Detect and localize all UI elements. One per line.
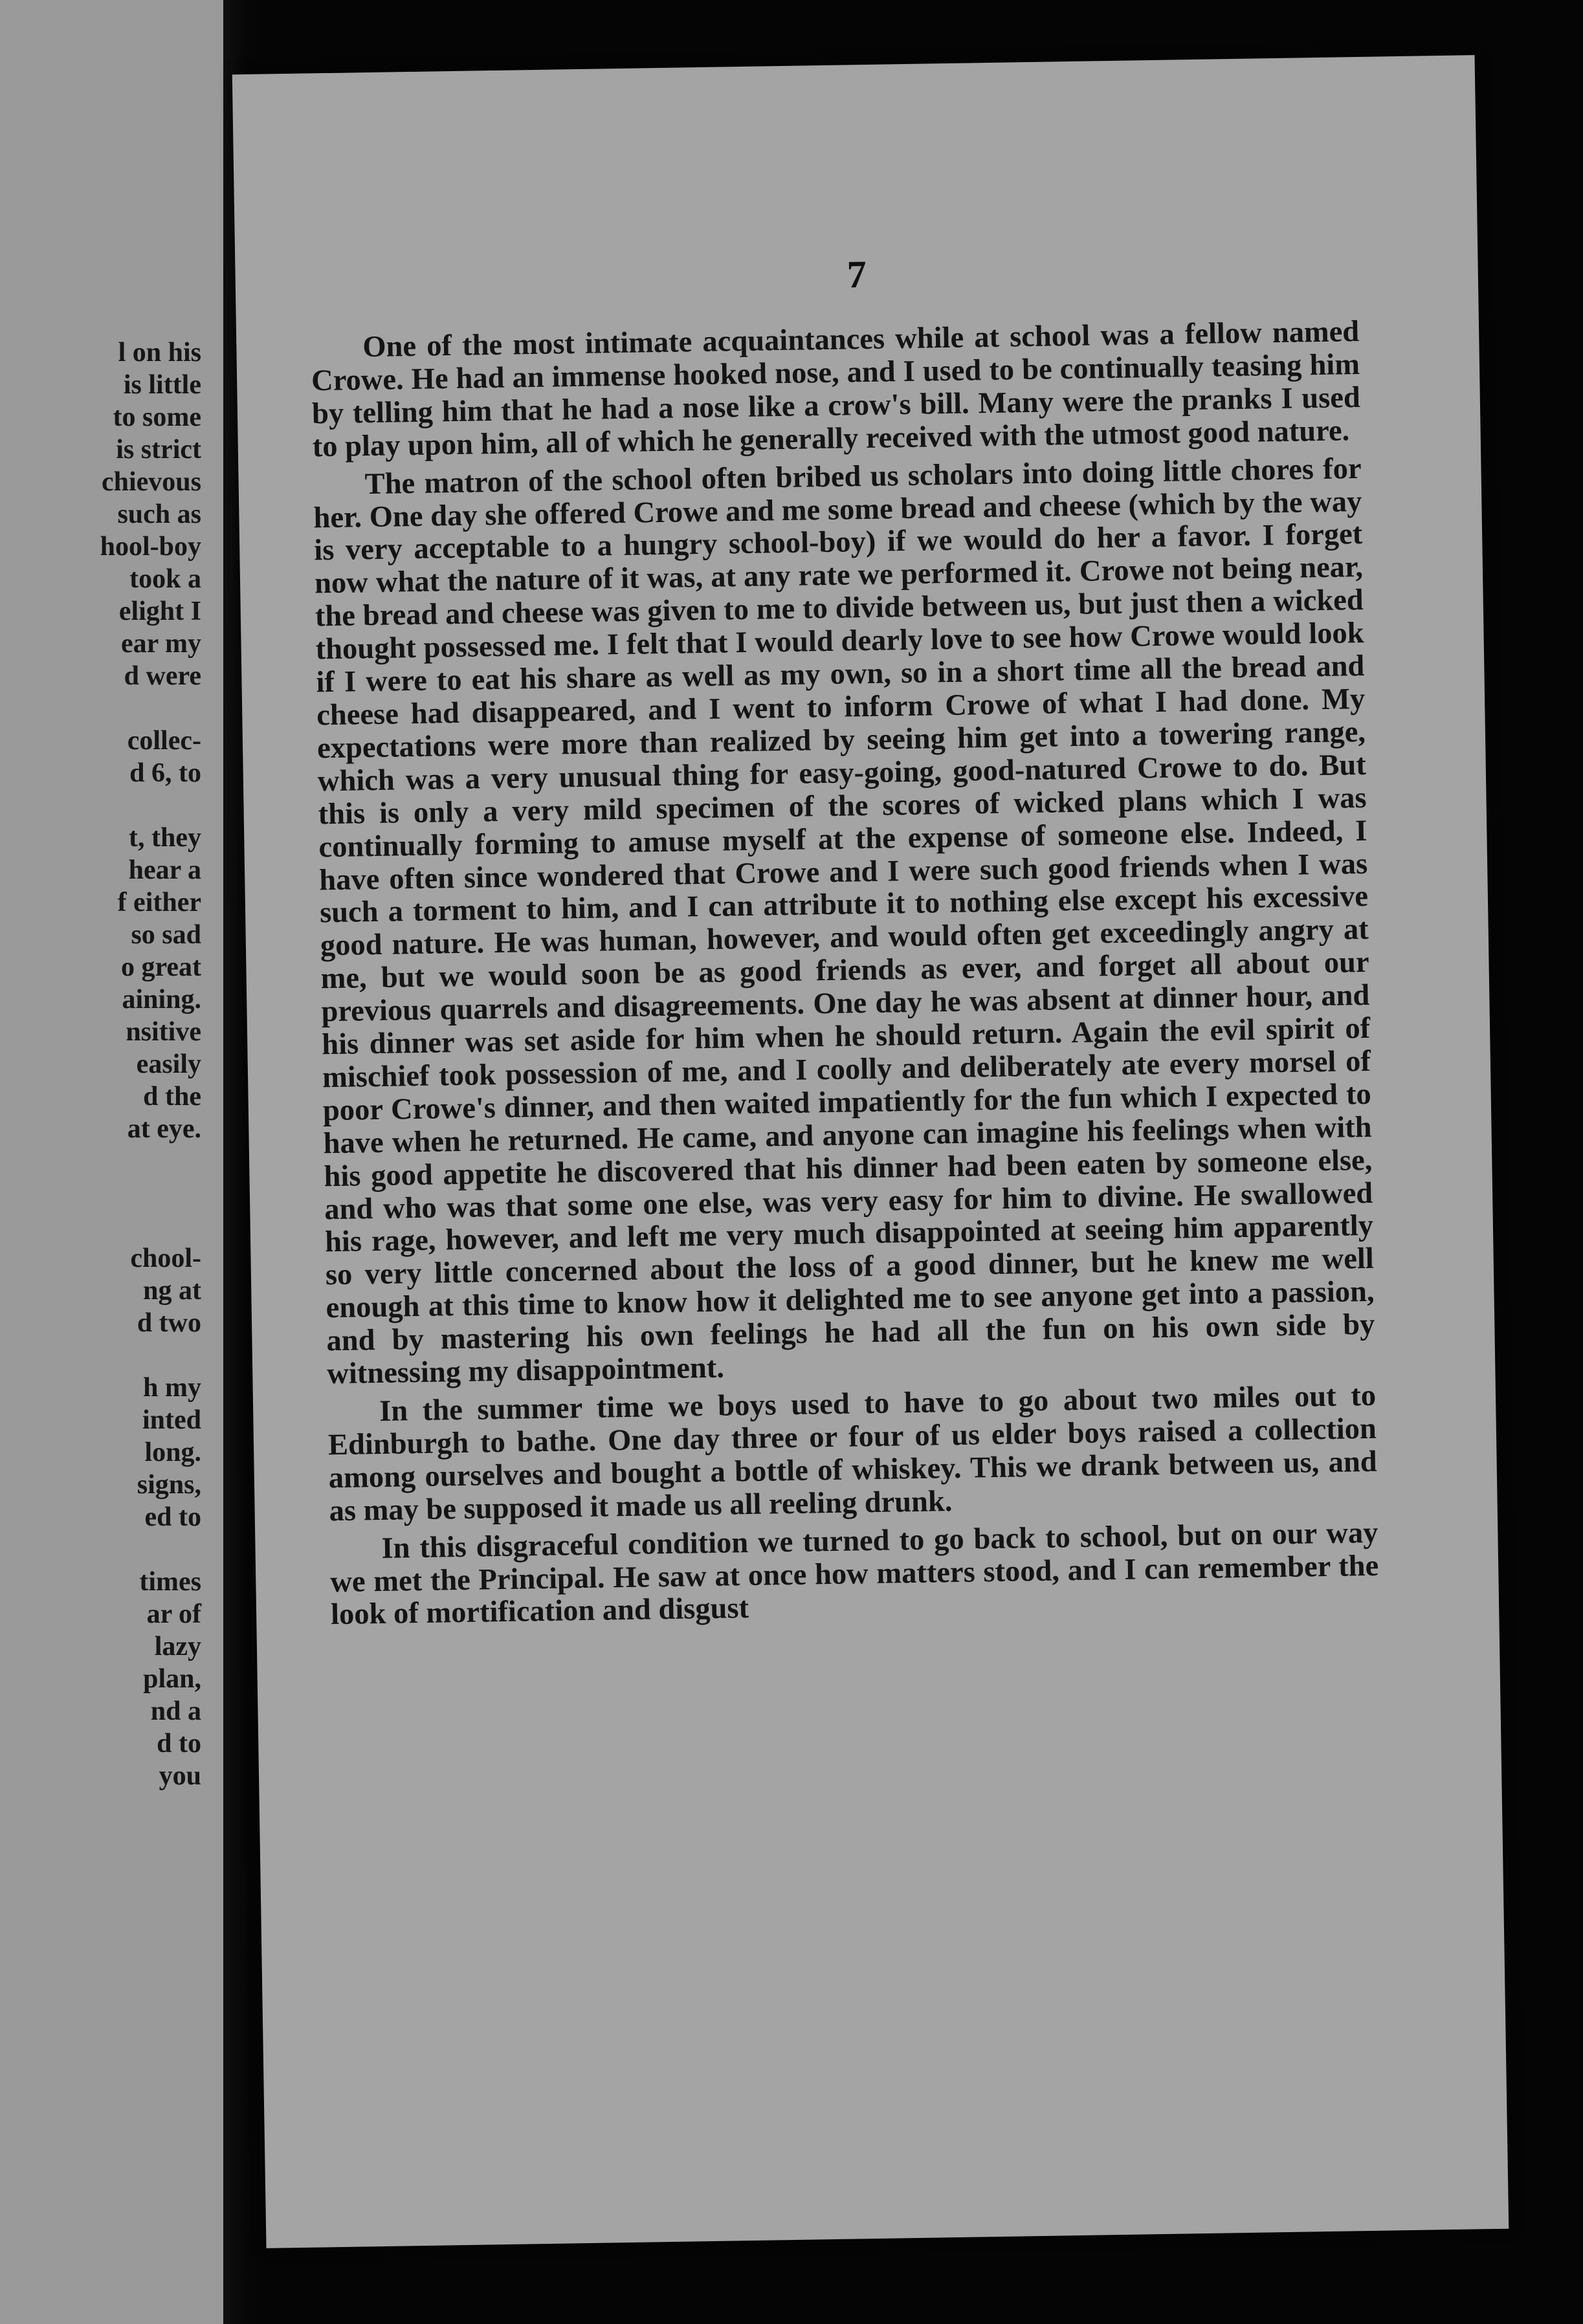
left-page-line-fragment: chievous (101, 467, 201, 497)
page-number: 7 (847, 252, 867, 296)
left-page-line-fragment: ng at (143, 1276, 201, 1306)
left-page-line-fragment: such as (117, 499, 201, 529)
left-page-line-fragment: plan, (143, 1664, 201, 1694)
paragraph: In the summer time we boys used to have to go about two miles out to Edinburgh to bathe. One day three or four of us elder boys raised a collection among ourselves and bought a bottle of whiskey. This we drank between us, and as may be supposed it made us all reeling drunk. (327, 1379, 1378, 1528)
left-page-line-fragment: at eye. (127, 1114, 201, 1144)
left-page-line-fragment: f either (117, 888, 201, 917)
left-page-line-fragment: d to (157, 1729, 201, 1759)
left-page-line-fragment: nd a (150, 1696, 201, 1726)
left-page-line-fragment: to some (113, 402, 201, 432)
facing-page-left (0, 0, 223, 2324)
left-page-line-fragment: long. (144, 1438, 201, 1467)
paragraph: One of the most intimate acquaintances while at school was a fellow named Crowe. He had an immense hooked nose, and I used to be continually teasing him by telling him that he had a nose like a crow's bill. Many were the pranks I used to play upon him, all of which he generally received with the utmost good nature. (311, 314, 1361, 464)
left-page-line-fragment: is little (123, 370, 201, 400)
paragraph: The matron of the school often bribed us scholars into doing little chores for her. One day she offered Crowe and me some bread and cheese (which by the way is very acceptable to a hungry school-boy) if we would do her a favor. I forget now what the nature of it was, at any rate we performed it. Crowe not being near, the bread and cheese was given to me to divide between us, but just then a wicked thought possessed me. I felt that I would dearly love to see how Crowe would look if I were to eat his share as well as my own, so in a short time all the bread and cheese had disappeared, and I went to inform Crowe of what I had done. My expectations were more than realized by seeing him get into a towering range, which was a very unusual thing for easy-going, good-natured Crowe to do. But this is only a very mild specimen of the scores of wicked plans which I was continually forming to amuse myself at the expense of someone else. Indeed, I have often since wondered that Crowe and I were such good friends when I was such a torment to him, and I can attribute it to nothing else except his excessive good nature. He was human, however, and would often get exceedingly angry at me, but we would soon be as good friends as ever, and forget all about our previous quarrels and disagreements. One day he was absent at dinner hour, and his dinner was set aside for him when he should return. Again the evil spirit of mischief took possession of me, and I coolly and deliberately ate every morsel of poor Crowe's dinner, and then waited impatiently for the fun which I expected to have when he returned. He came, and anyone can imagine his feelings when with his good appetite he discovered that his dinner had been eaten by someone else, and who was that some one else, was very easy for him to divine. He swallowed his rage, however, and left me very much disappointed at seeing him apparently so very little concerned about the loss of a good dinner, but he knew me well enough at this time to know how it delighted me to see anyone get into a passion, and by mastering his own feelings he had all the fun on his own side by witnessing my disappointment. (313, 452, 1375, 1391)
left-page-line-fragment: d were (124, 661, 201, 691)
left-page-line-fragment: d the (143, 1082, 201, 1112)
left-page-line-fragment: signs, (137, 1470, 201, 1500)
left-page-line-fragment: so sad (131, 920, 201, 950)
left-page-line-fragment: took a (129, 564, 201, 594)
left-page-line-fragment: aining. (122, 985, 201, 1014)
left-page-line-fragment: is strict (116, 435, 201, 465)
left-page-line-fragment: easily (136, 1049, 201, 1079)
left-page-line-fragment: ed to (144, 1502, 201, 1532)
scan-border-right (1544, 0, 1583, 2324)
left-page-line-fragment: ar of (146, 1599, 201, 1629)
left-page-line-fragment: collec- (127, 726, 201, 756)
left-page-line-fragment: hear a (128, 855, 201, 885)
left-page-line-fragment: h my (143, 1373, 201, 1403)
left-page-line-fragment: hool-boy (100, 532, 201, 562)
left-page-line-fragment: times (139, 1567, 201, 1597)
page-body-text (311, 316, 1379, 1638)
left-page-line-fragment: d 6, to (129, 758, 201, 788)
left-page-line-fragment: you (159, 1761, 201, 1791)
left-page-line-fragment: chool- (130, 1244, 201, 1273)
left-page-line-fragment: d two (137, 1308, 201, 1338)
left-page-line-fragment: lazy (154, 1632, 201, 1661)
paragraph: In this disgraceful condition we turned to go back to school, but on our way we met the Principal. He saw at once how matters stood, and I can remember the look of mortification and disgust (329, 1516, 1379, 1632)
left-page-line-fragment: nsitive (126, 1017, 201, 1047)
left-page-line-fragment: inted (142, 1405, 201, 1435)
left-page-line-fragment: l on his (118, 338, 201, 367)
left-page-line-fragment: ear my (120, 629, 201, 659)
left-page-line-fragment: t, they (129, 823, 201, 853)
book-page (232, 55, 1509, 2248)
left-page-line-fragment: o great (120, 952, 201, 982)
left-page-line-fragment: elight I (118, 597, 201, 626)
